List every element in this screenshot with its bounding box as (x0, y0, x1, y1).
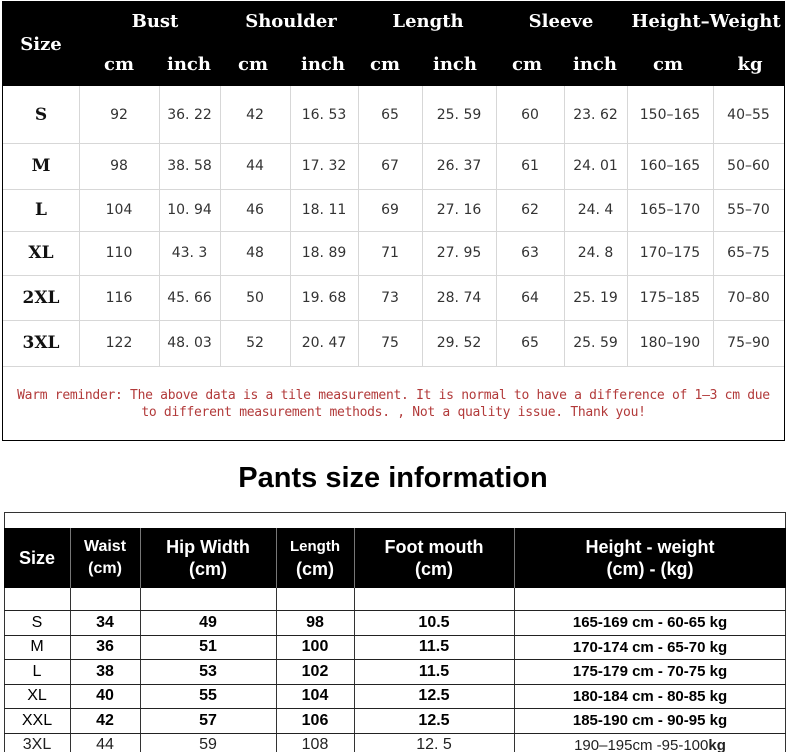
sleeve-cm-cell: 62 (521, 202, 539, 218)
bust-inch-cell: 45. 66 (167, 289, 212, 306)
shoulder-cm-cell: 46 (246, 202, 264, 218)
sleeve-cm-cell: 65 (521, 335, 539, 351)
length-inch-cell: 28. 74 (436, 289, 482, 306)
pants-hw-cell: 185-190 cm - 90-95 kg (572, 712, 728, 729)
sleeve-cm-cell: 63 (521, 245, 539, 261)
pants-hw-cell: 170-174 cm - 65-70 kg (572, 638, 728, 656)
pants-size-cell: S (31, 613, 43, 631)
shoulder-inch-cell: 18. 11 (301, 202, 347, 218)
header-length: Length (392, 11, 464, 32)
pants-foot-cell: 11.5 (418, 662, 450, 680)
size-cell: L (35, 200, 47, 220)
unit-height-cm: cm (652, 54, 683, 75)
shoulder-inch-cell: 18. 89 (301, 245, 347, 261)
top-table-header (3, 2, 784, 86)
shoulder-cm-cell: 50 (246, 289, 264, 306)
sleeve-inch-cell: 24. 8 (577, 245, 614, 261)
table-row (3, 189, 784, 231)
pants-foot-cell: 12. 5 (416, 736, 452, 752)
pants-hw-part: kg (708, 736, 726, 752)
sleeve-inch-cell: 25. 19 (573, 289, 618, 306)
pants-header-foot-mouth: Foot mouth (cm) (384, 537, 484, 579)
pants-foot-cell: 11.5 (418, 638, 450, 655)
height-cm-cell: 175–185 (639, 289, 701, 306)
pants-foot-cell: 10.5 (418, 613, 450, 631)
height-cm-cell: 180–190 (639, 335, 701, 351)
pants-hw-part: 190–195 (574, 736, 633, 752)
shoulder-inch-cell: 20. 47 (301, 335, 347, 351)
unit-bust-cm: cm (103, 54, 134, 75)
header-height-weight: Height–Weight (631, 11, 781, 32)
bust-cm-cell: 98 (110, 158, 128, 174)
length-inch-cell: 27. 16 (436, 202, 482, 218)
pants-size-cell: XL (27, 687, 47, 704)
bust-inch-cell: 43. 3 (171, 245, 208, 261)
pants-length-cell: 102 (301, 662, 329, 680)
bust-inch-cell: 36. 22 (167, 106, 212, 123)
length-cm-cell: 73 (381, 289, 399, 306)
shoulder-cm-cell: 48 (246, 245, 264, 261)
length-inch-cell: 27. 95 (436, 245, 482, 261)
unit-shoulder-inch: inch (301, 54, 345, 75)
length-cm-cell: 69 (381, 202, 399, 218)
unit-sleeve-cm: cm (511, 54, 542, 75)
pants-hip-cell: 55 (199, 687, 217, 704)
header-bust: Bust (131, 11, 179, 32)
weight-kg-cell: 70–80 (727, 289, 770, 306)
unit-length-inch: inch (433, 54, 477, 75)
bust-cm-cell: 110 (105, 245, 133, 261)
shoulder-cm-cell: 44 (246, 158, 264, 174)
unit-sleeve-inch: inch (573, 54, 617, 75)
size-cell: S (34, 104, 48, 125)
pants-waist-cell: 36 (96, 638, 114, 655)
height-cm-cell: 165–170 (639, 202, 701, 218)
pants-waist-cell: 42 (96, 711, 114, 729)
sleeve-inch-cell: 24. 01 (573, 158, 618, 174)
pants-hip-cell: 51 (199, 638, 217, 655)
length-inch-cell: 26. 37 (436, 158, 482, 174)
bust-cm-cell: 122 (105, 335, 133, 351)
weight-kg-cell: 55–70 (727, 202, 770, 218)
sleeve-inch-cell: 23. 62 (573, 106, 618, 123)
sleeve-inch-cell: 24. 4 (577, 202, 614, 218)
shoulder-cm-cell: 42 (246, 106, 264, 123)
table-row (3, 320, 784, 366)
length-inch-cell: 29. 52 (436, 335, 482, 351)
size-cell: 3XL (22, 333, 60, 353)
length-cm-cell: 67 (381, 158, 399, 174)
length-cm-cell: 75 (381, 335, 399, 351)
header-shoulder: Shoulder (245, 11, 337, 32)
pants-header-height-weight: Height - weight (cm) - (kg) (585, 537, 715, 579)
pants-length-cell: 106 (301, 711, 329, 729)
pants-size-table (4, 512, 786, 752)
pants-size-cell: L (32, 662, 42, 680)
unit-shoulder-cm: cm (237, 54, 268, 75)
weight-kg-cell: 50–60 (727, 158, 770, 174)
shoulder-inch-cell: 17. 32 (301, 158, 347, 174)
table-row (4, 635, 786, 659)
size-cell: M (31, 156, 51, 176)
table-row (4, 708, 786, 732)
bust-inch-cell: 38. 58 (167, 158, 212, 174)
unit-bust-inch: inch (167, 54, 211, 75)
pants-length-cell: 100 (301, 638, 329, 655)
pants-waist-cell: 40 (96, 687, 114, 704)
reminder-line-2: to different measurement methods. , Not a quality issue. Thank you! (141, 405, 646, 420)
unit-length-cm: cm (369, 54, 400, 75)
weight-kg-cell: 65–75 (727, 245, 770, 261)
weight-kg-cell: 75–90 (727, 335, 770, 351)
pants-length-cell: 104 (301, 687, 329, 704)
size-cell: XL (28, 243, 54, 263)
pants-header-length: Length (cm) (290, 538, 340, 579)
pants-hw-cell: 180-184 cm - 80-85 kg (572, 687, 728, 705)
pants-size-cell: 3XL (22, 736, 52, 752)
table-row (4, 684, 786, 708)
pants-waist-cell: 34 (96, 613, 114, 631)
header-size: Size (20, 33, 62, 55)
shoulder-inch-cell: 16. 53 (301, 106, 347, 123)
table-row (3, 231, 784, 275)
pants-waist-cell: 44 (96, 736, 114, 752)
shoulder-cm-cell: 52 (246, 335, 264, 351)
top-size-table (2, 1, 785, 441)
length-inch-cell: 25. 59 (436, 106, 482, 123)
unit-weight-kg: kg (737, 54, 763, 75)
reminder-line-1: Warm reminder: The above data is a tile measurement. It is normal to have a difference of 1–3 cm due (17, 388, 770, 403)
pants-header-hip-width: Hip Width (cm) (166, 537, 250, 579)
pants-hw-cell: 165-169 cm - 60-65 kg (572, 614, 728, 631)
sleeve-inch-cell: 25. 59 (573, 335, 618, 351)
pants-length-cell: 98 (306, 613, 324, 631)
table-row (4, 733, 786, 752)
header-sleeve: Sleeve (528, 11, 594, 32)
grid-line (3, 366, 784, 367)
pants-hip-cell: 49 (199, 613, 217, 631)
bust-cm-cell: 92 (110, 106, 128, 123)
size-cell: 2XL (22, 287, 60, 308)
pants-size-cell: M (30, 638, 44, 655)
length-cm-cell: 71 (381, 245, 399, 261)
pants-hw-cell (514, 734, 786, 752)
pants-size-cell: XXL (21, 711, 53, 729)
pants-hw-cell: 175-179 cm - 70-75 kg (572, 663, 728, 680)
pants-foot-cell: 12.5 (418, 687, 450, 704)
shoulder-inch-cell: 19. 68 (301, 289, 347, 306)
sleeve-cm-cell: 61 (521, 158, 539, 174)
bust-inch-cell: 48. 03 (167, 335, 212, 351)
height-cm-cell: 160–165 (639, 158, 701, 174)
weight-kg-cell: 40–55 (727, 106, 770, 123)
pants-waist-cell: 38 (96, 662, 114, 680)
height-cm-cell: 170–175 (639, 245, 701, 261)
bust-inch-cell: 10. 94 (167, 202, 212, 218)
bust-cm-cell: 104 (105, 202, 133, 218)
pants-hip-cell: 57 (199, 711, 217, 729)
pants-table-header (4, 528, 786, 588)
pants-header-waist: Waist (cm) (83, 538, 127, 577)
sleeve-cm-cell: 60 (521, 106, 539, 123)
pants-size-title: Pants size information (238, 462, 548, 494)
pants-table-top-border (4, 512, 786, 528)
table-row (3, 143, 784, 189)
pants-foot-cell: 12.5 (418, 711, 450, 729)
sleeve-cm-cell: 64 (521, 289, 539, 306)
pants-hip-cell: 59 (199, 736, 217, 752)
bust-cm-cell: 116 (105, 289, 133, 306)
pants-header-size: Size (18, 548, 56, 568)
height-cm-cell: 150–165 (639, 106, 701, 123)
table-row (4, 659, 786, 683)
pants-length-cell: 108 (301, 736, 329, 752)
table-row (3, 275, 784, 320)
table-row (3, 86, 784, 143)
table-row (4, 610, 786, 634)
length-cm-cell: 65 (381, 106, 399, 123)
pants-hw-part: cm -95-100 (632, 736, 709, 752)
pants-hip-cell: 53 (199, 662, 217, 680)
warm-reminder-note (3, 387, 784, 421)
pants-blank-row (4, 588, 786, 610)
